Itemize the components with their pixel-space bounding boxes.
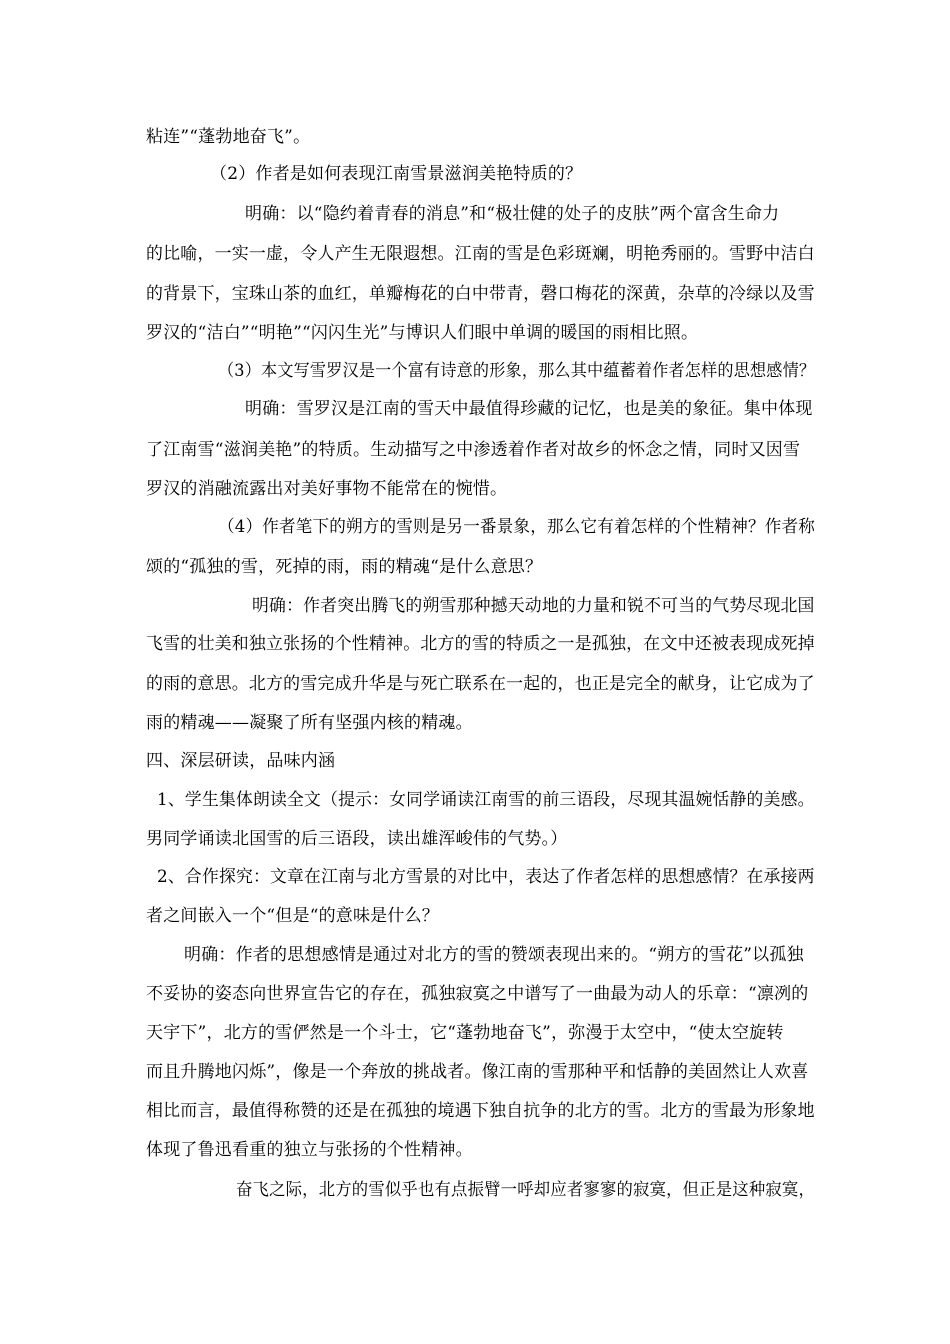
question-3: （3）本文写雪罗汉是一个富有诗意的形象，那么其中蕴蓄着作者怎样的思想感情？ xyxy=(218,361,816,381)
answer-3-line: 明确：雪罗汉是江南的雪天中最值得珍藏的记忆，也是美的象征。集中体现 xyxy=(245,399,813,419)
task-1: 1、学生集体朗读全文（提示：女同学诵读江南雪的前三语段，尽现其温婉恬静的美感。 xyxy=(157,790,815,810)
text-line: 者之间嵌入一个“但是“的意味是什么？ xyxy=(146,906,439,926)
answer-4-line: 明确：作者突出腾飞的朔雪那种撼天动地的力量和锐不可当的气势尽现北国 xyxy=(252,596,815,616)
text-line: 不妥协的姿态向世界宣告它的存在，孤独寂寞之中谱写了一曲最为动人的乐章：“凛冽的 xyxy=(146,984,809,1004)
text-line: 奋飞之际，北方的雪似乎也有点振臂一呼却应者寥寥的寂寞，但正是这种寂寞， xyxy=(236,1180,816,1200)
text-line: 体现了鲁迅看重的独立与张扬的个性精神。 xyxy=(146,1140,473,1160)
text-line: 的比喻，一实一虚，令人产生无限遐想。江南的雪是色彩斑斓，明艳秀丽的。雪野中洁白 xyxy=(146,244,815,264)
text-line: 雨的精魂——凝聚了所有坚强内核的精魂。 xyxy=(146,713,473,733)
text-line: 相比而言，最值得称赞的还是在孤独的境遇下独自抗争的北方的雪。北方的雪最为形象地 xyxy=(146,1101,815,1121)
answer-task-2-line: 明确：作者的思想感情是通过对北方的雪的赞颂表现出来的。“朔方的雪花”以孤独 xyxy=(184,945,804,965)
question-4: （4）作者笔下的朔方的雪则是另一番景象，那么它有着怎样的个性精神？作者称 xyxy=(218,517,816,537)
task-2: 2、合作探究：文章在江南与北方雪景的对比中，表达了作者怎样的思想感情？在承接两 xyxy=(157,867,815,887)
text-line: 的背景下，宝珠山茶的血红，单瓣梅花的白中带青，磬口梅花的深黄，杂草的冷绿以及雪 xyxy=(146,284,815,304)
text-line: 罗汉的“洁白”“明艳”“闪闪生光”与博识人们眼中单调的暖国的雨相比照。 xyxy=(146,323,699,343)
text-line: 了江南雪“滋润美艳”的特质。生动描写之中渗透着作者对故乡的怀念之情，同时又因雪 xyxy=(146,440,801,460)
text-line: 男同学诵读北国雪的后三语段，读出雄浑峻伟的气势。） xyxy=(146,829,568,849)
text-line: 粘连”“蓬勃地奋飞”。 xyxy=(146,127,311,147)
text-line: 罗汉的消融流露出对美好事物不能常在的惋惜。 xyxy=(146,479,508,499)
text-line: 天宇下”，北方的雪俨然是一个斗士，它“蓬勃地奋飞”，弥漫于太空中，“使太空旋转 xyxy=(146,1023,784,1043)
question-2: （2）作者是如何表现江南雪景滋润美艳特质的？ xyxy=(210,164,583,184)
answer-2-line: 明确：以“隐约着青春的消息”和“极壮健的处子的皮肤”两个富含生命力 xyxy=(245,204,780,224)
section-heading: 四、深层研读，品味内涵 xyxy=(146,751,336,771)
text-line: 颂的“孤独的雪，死掉的雨，雨的精魂“是什么意思？ xyxy=(146,557,543,577)
text-line: 的雨的意思。北方的雪完成升华是与死亡联系在一起的，也正是完全的献身，让它成为了 xyxy=(146,674,815,694)
text-line: 飞雪的壮美和独立张扬的个性精神。北方的雪的特质之一是孤独，在文中还被表现成死掉 xyxy=(146,634,815,654)
text-line: 而且升腾地闪烁”，像是一个奔放的挑战者。像江南的雪那种平和恬静的美固然让人欢喜 xyxy=(146,1062,809,1082)
